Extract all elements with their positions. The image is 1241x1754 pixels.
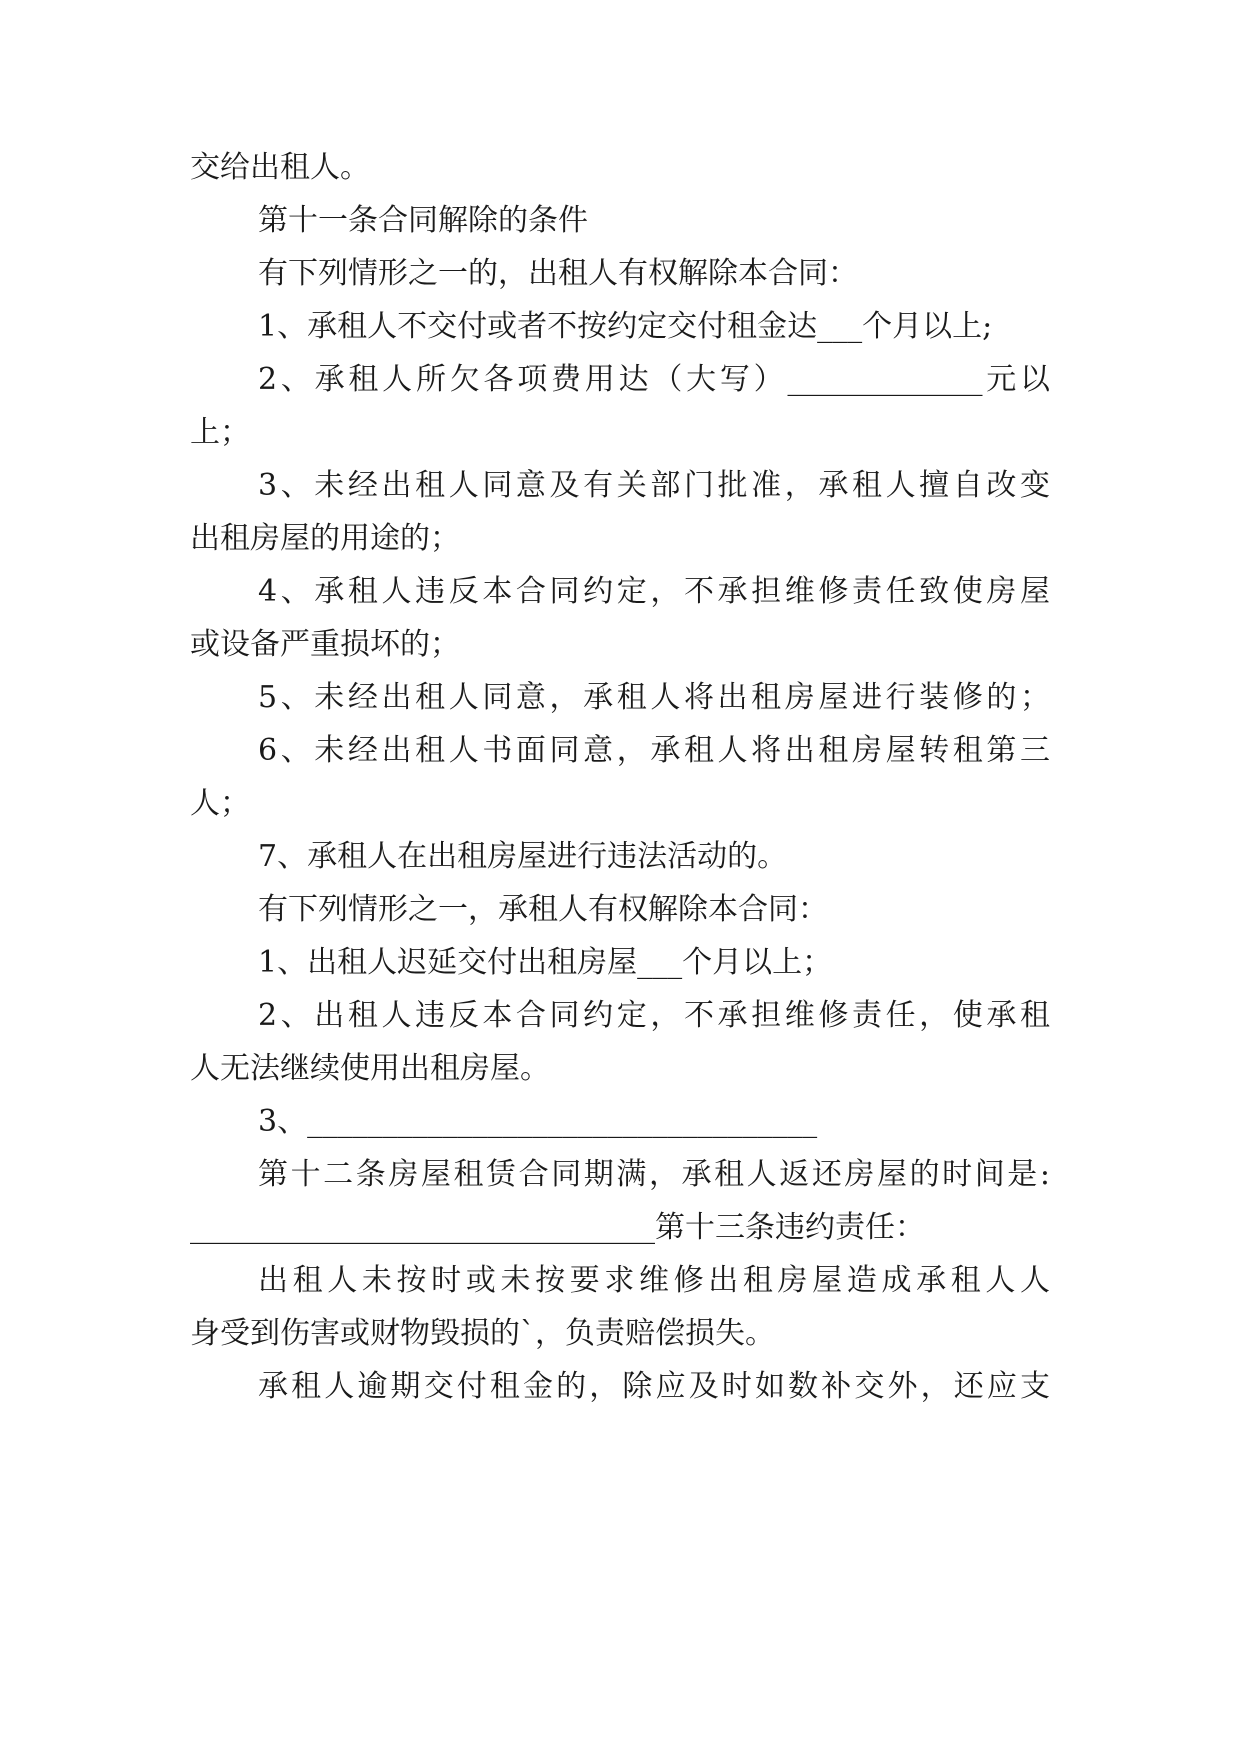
section-heading: 第十二条房屋租赁合同期满，承租人返还房屋的时间是: — [258, 1157, 1050, 1192]
section-heading: 第十一条合同解除的条件 — [258, 203, 588, 238]
text-line: 身受到伤害或财物毁损的`，负责赔偿损失。 — [190, 1316, 775, 1351]
list-item: 2、承租人所欠各项费用达（大写）_____________元以 — [258, 362, 1050, 397]
text-line: 出租人未按时或未按要求维修出租房屋造成承租人人 — [258, 1263, 1050, 1298]
list-item: 4、承租人违反本合同约定，不承担维修责任致使房屋 — [258, 574, 1050, 609]
text-line: 有下列情形之一，承租人有权解除本合同： — [258, 892, 828, 927]
list-item: 1、出租人迟延交付出租房屋___个月以上； — [258, 945, 833, 980]
list-item: 7、承租人在出租房屋进行违法活动的。 — [258, 839, 788, 874]
text-line: 人； — [190, 786, 250, 821]
text-line: 交给出租人。 — [190, 150, 370, 185]
text-line: 承租人逾期交付租金的，除应及时如数补交外，还应支 — [258, 1369, 1050, 1404]
text-line: 有下列情形之一的，出租人有权解除本合同： — [258, 256, 858, 291]
list-item: 6、未经出租人书面同意，承租人将出租房屋转租第三 — [258, 733, 1050, 768]
list-item: 5、未经出租人同意，承租人将出租房屋进行装修的； — [258, 680, 1050, 715]
text-line: 出租房屋的用途的； — [190, 521, 460, 556]
list-item: 3、__________________________________ — [258, 1104, 818, 1139]
list-item: 3、未经出租人同意及有关部门批准，承租人擅自改变 — [258, 468, 1050, 503]
text-line: 人无法继续使用出租房屋。 — [190, 1051, 550, 1086]
list-item: 1、承租人不交付或者不按约定交付租金达___个月以上; — [258, 309, 993, 344]
section-heading: _______________________________第十三条违约责任： — [190, 1210, 925, 1245]
text-line: 或设备严重损坏的； — [190, 627, 460, 662]
text-line: 上； — [190, 415, 250, 450]
list-item: 2、出租人违反本合同约定，不承担维修责任，使承租 — [258, 998, 1050, 1033]
